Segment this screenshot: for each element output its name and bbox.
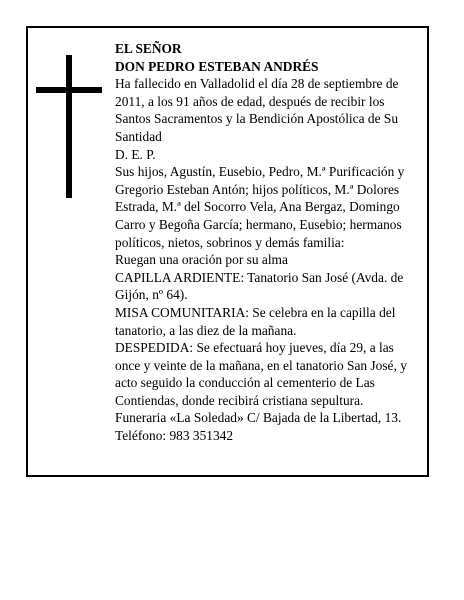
rip-text: D. E. P. [115,146,156,162]
cross-vertical-bar [66,55,72,198]
death-announcement: Ha fallecido en Valladolid el día 28 de septiembre de 2011, a los 91 años de edad, después de recibir los Santos Sacramentos y la Bendición Apostólica de Su Santidad [115,76,399,144]
funeral-home-info: Funeraria «La Soledad» C/ Bajada de la Libertad, 13. Teléfono: 983 351342 [115,410,402,444]
mass-info: MISA COMUNITARIA: Se celebra en la capilla del tanatorio, a las diez de la mañana. [115,304,396,338]
chapel-info: CAPILLA ARDIENTE: Tanatorio San José (Avda. de Gijón, nº 64). [115,269,404,303]
cross-horizontal-bar [36,87,102,93]
prayer-request: Ruegan una oración por su alma [115,252,288,268]
obituary-notice [26,26,429,477]
farewell-info: DESPEDIDA: Se efectuará hoy jueves, día 29, a las once y veinte de la mañana, en el tanatorio San José, y acto seguido la conducción al cementerio de Las Contiendas, donde recibirá cristiana sepultura. [115,340,407,408]
deceased-name: DON PEDRO ESTEBAN ANDRÉS [115,58,319,74]
family-list: Sus hijos, Agustín, Eusebio, Pedro, M.ª Purificación y Gregorio Esteban Antón; hijos políticos, M.ª Dolores Estrada, M.ª del Socorro Vela, Ana Bergaz, Domingo Carro y Begoña García; hermano, Eusebio; hermanos políticos, nietos, sobrinos y demás familia: [115,164,405,250]
notice-text [115,40,417,445]
notice-header: EL SEÑOR [115,41,182,56]
